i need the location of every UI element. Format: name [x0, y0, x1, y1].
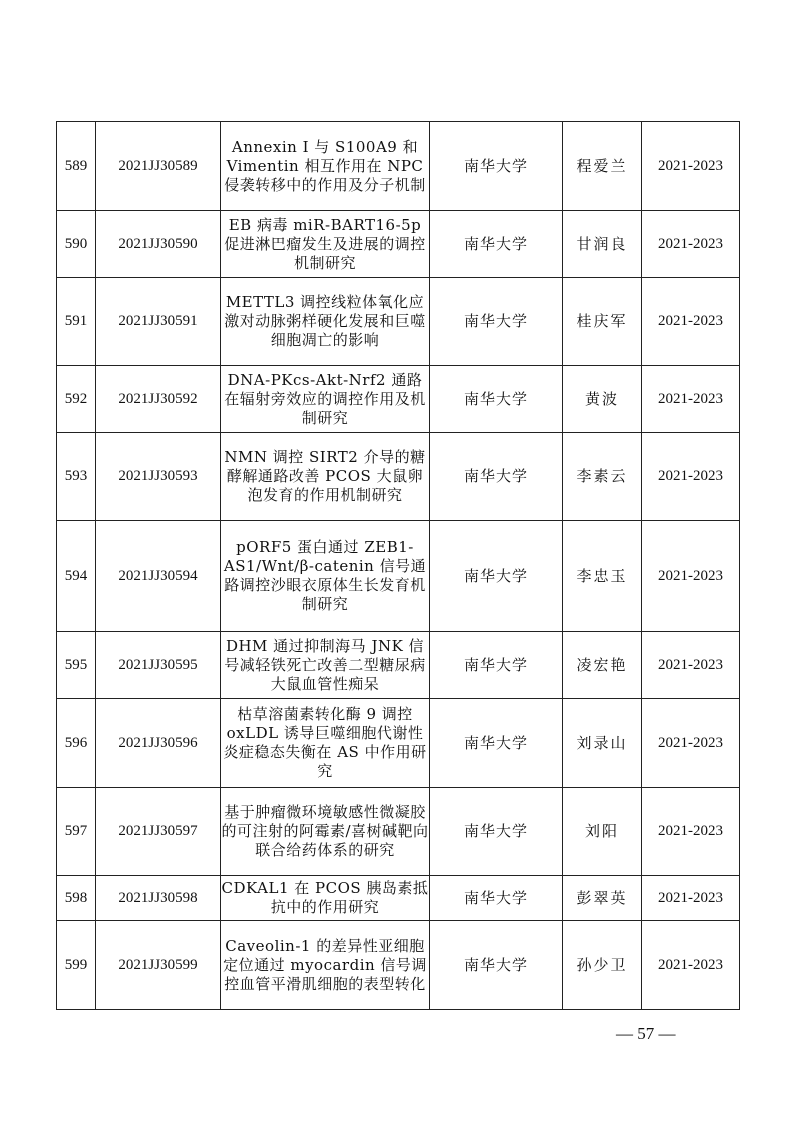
principal-investigator: 刘阳 — [563, 788, 642, 876]
project-code: 2021JJ30598 — [96, 876, 221, 921]
principal-investigator: 李素云 — [563, 433, 642, 521]
row-number: 592 — [57, 366, 96, 433]
institution: 南华大学 — [430, 876, 563, 921]
project-code: 2021JJ30589 — [96, 122, 221, 211]
project-title: METTL3 调控线粒体氧化应激对动脉粥样硬化发展和巨噬细胞凋亡的影响 — [221, 278, 430, 366]
page-number: — 57 — — [616, 1024, 676, 1043]
project-title: DNA-PKcs-Akt-Nrf2 通路在辐射旁效应的调控作用及机制研究 — [221, 366, 430, 433]
project-period: 2021-2023 — [642, 433, 740, 521]
row-number: 590 — [57, 211, 96, 278]
table-row — [57, 876, 740, 921]
row-number: 595 — [57, 632, 96, 699]
institution: 南华大学 — [430, 122, 563, 211]
institution: 南华大学 — [430, 521, 563, 632]
principal-investigator: 甘润良 — [563, 211, 642, 278]
table-row — [57, 699, 740, 788]
institution: 南华大学 — [430, 211, 563, 278]
institution: 南华大学 — [430, 278, 563, 366]
project-title: EB 病毒 miR-BART16-5p 促进淋巴瘤发生及进展的调控机制研究 — [221, 211, 430, 278]
table-row — [57, 122, 740, 211]
principal-investigator: 黄波 — [563, 366, 642, 433]
project-period: 2021-2023 — [642, 876, 740, 921]
institution: 南华大学 — [430, 788, 563, 876]
project-title: NMN 调控 SIRT2 介导的糖酵解通路改善 PCOS 大鼠卵泡发育的作用机制研究 — [221, 433, 430, 521]
institution: 南华大学 — [430, 632, 563, 699]
table-row — [57, 278, 740, 366]
project-period: 2021-2023 — [642, 699, 740, 788]
principal-investigator: 彭翠英 — [563, 876, 642, 921]
project-period: 2021-2023 — [642, 122, 740, 211]
table-row — [57, 632, 740, 699]
project-code: 2021JJ30597 — [96, 788, 221, 876]
project-title: 基于肿瘤微环境敏感性微凝胶的可注射的阿霉素/喜树碱靶向联合给药体系的研究 — [221, 788, 430, 876]
project-code: 2021JJ30594 — [96, 521, 221, 632]
project-code: 2021JJ30592 — [96, 366, 221, 433]
table-row — [57, 921, 740, 1010]
project-title: Caveolin-1 的差异性亚细胞定位通过 myocardin 信号调控血管平滑肌细胞的表型转化 — [221, 921, 430, 1010]
row-number: 599 — [57, 921, 96, 1010]
project-period: 2021-2023 — [642, 632, 740, 699]
project-title: CDKAL1 在 PCOS 胰岛素抵抗中的作用研究 — [221, 876, 430, 921]
project-period: 2021-2023 — [642, 278, 740, 366]
project-table — [56, 121, 740, 1010]
project-period: 2021-2023 — [642, 521, 740, 632]
project-code: 2021JJ30590 — [96, 211, 221, 278]
project-title: DHM 通过抑制海马 JNK 信号减轻铁死亡改善二型糖尿病大鼠血管性痴呆 — [221, 632, 430, 699]
row-number: 597 — [57, 788, 96, 876]
institution: 南华大学 — [430, 433, 563, 521]
project-title: 枯草溶菌素转化酶 9 调控 oxLDL 诱导巨噬细胞代谢性炎症稳态失衡在 AS 中作用研究 — [221, 699, 430, 788]
institution: 南华大学 — [430, 366, 563, 433]
project-code: 2021JJ30596 — [96, 699, 221, 788]
row-number: 589 — [57, 122, 96, 211]
principal-investigator: 孙少卫 — [563, 921, 642, 1010]
project-code: 2021JJ30591 — [96, 278, 221, 366]
principal-investigator: 程爱兰 — [563, 122, 642, 211]
row-number: 593 — [57, 433, 96, 521]
principal-investigator: 李忠玉 — [563, 521, 642, 632]
project-title: Annexin I 与 S100A9 和 Vimentin 相互作用在 NPC 侵袭转移中的作用及分子机制 — [221, 122, 430, 211]
institution: 南华大学 — [430, 921, 563, 1010]
project-code: 2021JJ30595 — [96, 632, 221, 699]
row-number: 591 — [57, 278, 96, 366]
principal-investigator: 凌宏艳 — [563, 632, 642, 699]
table-row — [57, 521, 740, 632]
project-title: pORF5 蛋白通过 ZEB1-AS1/Wnt/β-catenin 信号通路调控沙眼衣原体生长发育机制研究 — [221, 521, 430, 632]
table-row — [57, 433, 740, 521]
institution: 南华大学 — [430, 699, 563, 788]
row-number: 598 — [57, 876, 96, 921]
project-period: 2021-2023 — [642, 788, 740, 876]
project-code: 2021JJ30599 — [96, 921, 221, 1010]
row-number: 596 — [57, 699, 96, 788]
table-row — [57, 211, 740, 278]
project-period: 2021-2023 — [642, 366, 740, 433]
principal-investigator: 桂庆军 — [563, 278, 642, 366]
project-period: 2021-2023 — [642, 921, 740, 1010]
project-period: 2021-2023 — [642, 211, 740, 278]
table-row — [57, 366, 740, 433]
principal-investigator: 刘录山 — [563, 699, 642, 788]
project-code: 2021JJ30593 — [96, 433, 221, 521]
row-number: 594 — [57, 521, 96, 632]
table-row — [57, 788, 740, 876]
